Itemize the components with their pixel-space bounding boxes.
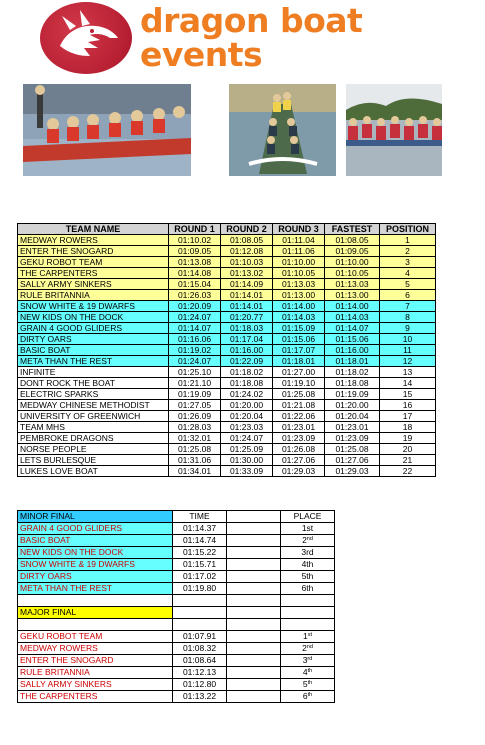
- minor-final-body: [18, 523, 335, 595]
- place-cell: 4th: [281, 559, 335, 571]
- spacer-cell: [227, 571, 281, 583]
- round-2-cell: 01:14.09: [221, 279, 273, 290]
- table-row: [18, 257, 436, 268]
- position-cell: 20: [380, 444, 436, 455]
- dragon-boat-photo: [346, 84, 442, 176]
- round-3-cell: 01:19.10: [273, 378, 325, 389]
- round-1-cell: 01:15.04: [169, 279, 221, 290]
- time-cell: 01:14.74: [173, 535, 227, 547]
- fastest-cell: 01:27.06: [325, 455, 380, 466]
- table-row: [18, 466, 436, 477]
- round-1-cell: 01:28.03: [169, 422, 221, 433]
- fastest-cell: 01:15.06: [325, 334, 380, 345]
- fastest-cell: 01:20.04: [325, 411, 380, 422]
- minor-final-row: [18, 583, 335, 595]
- table-row: [18, 400, 436, 411]
- round-1-cell: 01:27.05: [169, 400, 221, 411]
- table-row: [18, 334, 436, 345]
- place-cell: [281, 643, 335, 655]
- table-row: [18, 290, 436, 301]
- spacer-cell: [227, 595, 281, 607]
- spacer-cell: [227, 643, 281, 655]
- table-row: [18, 345, 436, 356]
- position-cell: 14: [380, 378, 436, 389]
- major-final-row: [18, 655, 335, 667]
- fastest-cell: 01:10.05: [325, 268, 380, 279]
- major-final-row: [18, 679, 335, 691]
- round-1-cell: 01:14.08: [169, 268, 221, 279]
- round-1-cell: 01:10.02: [169, 235, 221, 246]
- fastest-cell: 01:18.08: [325, 378, 380, 389]
- round-3-cell: 01:10.05: [273, 268, 325, 279]
- place-number: 2: [302, 535, 307, 545]
- position-cell: 19: [380, 433, 436, 444]
- place-number: 4: [302, 667, 308, 677]
- round-2-cell: 01:14.01: [221, 301, 273, 312]
- round-1-cell: 01:26.09: [169, 411, 221, 422]
- spacer-cell: [227, 583, 281, 595]
- table-row: [18, 268, 436, 279]
- round-3-cell: 01:14.00: [273, 301, 325, 312]
- fastest-cell: 01:13.00: [325, 290, 380, 301]
- team-name-cell: SALLY ARMY SINKERS: [18, 679, 173, 691]
- brand-logo: [40, 2, 460, 74]
- place-suffix: th: [307, 680, 313, 686]
- fastest-cell: 01:10.00: [325, 257, 380, 268]
- place-number: 3: [302, 655, 308, 665]
- round-2-cell: 01:08.05: [221, 235, 273, 246]
- fastest-cell: 01:19.09: [325, 389, 380, 400]
- fastest-cell: 01:23.01: [325, 422, 380, 433]
- place-number: 2: [302, 643, 307, 653]
- round-2-cell: 01:18.08: [221, 378, 273, 389]
- place-cell: 1st: [281, 523, 335, 535]
- spacer-cell: [281, 607, 335, 619]
- spacer-cell: [227, 631, 281, 643]
- position-cell: 13: [380, 367, 436, 378]
- round-1-cell: 01:19.02: [169, 345, 221, 356]
- position-cell: 5: [380, 279, 436, 290]
- brand-name-line1: dragon boat: [140, 1, 363, 40]
- team-name-cell: DONT ROCK THE BOAT: [18, 378, 169, 389]
- fastest-cell: 01:13.03: [325, 279, 380, 290]
- place-cell: 5th: [281, 571, 335, 583]
- col-position: POSITION: [380, 224, 436, 235]
- dragon-boat-photo: [229, 84, 336, 176]
- team-name-cell: GEKU ROBOT TEAM: [18, 257, 169, 268]
- round-2-cell: 01:18.02: [221, 367, 273, 378]
- round-3-cell: 01:27.00: [273, 367, 325, 378]
- major-final-row: [18, 667, 335, 679]
- table-row: [18, 279, 436, 290]
- dragon-boat-photo: [23, 84, 191, 176]
- spacer-cell: [227, 559, 281, 571]
- round-3-cell: 01:27.06: [273, 455, 325, 466]
- table-row: [18, 235, 436, 246]
- place-cell: [281, 679, 335, 691]
- place-cell: [281, 691, 335, 703]
- table-row: [18, 433, 436, 444]
- round-3-cell: 01:26.08: [273, 444, 325, 455]
- table-row: [18, 246, 436, 257]
- table-row: [18, 422, 436, 433]
- round-3-cell: 01:14.03: [273, 312, 325, 323]
- fastest-cell: 01:14.07: [325, 323, 380, 334]
- team-name-cell: GEKU ROBOT TEAM: [18, 631, 173, 643]
- place-suffix: st: [307, 632, 312, 638]
- spacer-cell: [227, 619, 281, 631]
- position-cell: 11: [380, 345, 436, 356]
- team-name-cell: PEMBROKE DRAGONS: [18, 433, 169, 444]
- fastest-cell: 01:09.05: [325, 246, 380, 257]
- place-suffix: th: [307, 668, 313, 674]
- time-cell: 01:08.32: [173, 643, 227, 655]
- fastest-cell: 01:14.00: [325, 301, 380, 312]
- place-number: 5: [302, 679, 308, 689]
- round-3-cell: 01:23.09: [273, 433, 325, 444]
- brand-name: [140, 1, 363, 74]
- round-3-cell: 01:15.09: [273, 323, 325, 334]
- place-cell: 6th: [281, 583, 335, 595]
- brand-name-line2: events: [140, 35, 263, 74]
- position-cell: 7: [380, 301, 436, 312]
- spacer-cell: [227, 667, 281, 679]
- minor-final-row: [18, 535, 335, 547]
- fastest-cell: 01:18.01: [325, 356, 380, 367]
- minor-final-row: [18, 571, 335, 583]
- position-cell: 22: [380, 466, 436, 477]
- results-table: [17, 223, 436, 477]
- spacer-cell: [227, 535, 281, 547]
- time-cell: 01:08.64: [173, 655, 227, 667]
- position-cell: 2: [380, 246, 436, 257]
- round-1-cell: 01:14.07: [169, 323, 221, 334]
- spacer-cell: [227, 523, 281, 535]
- col-team-name: TEAM NAME: [18, 224, 169, 235]
- team-name-cell: LETS BURLESQUE: [18, 455, 169, 466]
- spacer-cell: [227, 607, 281, 619]
- spacer-cell: [18, 619, 173, 631]
- time-cell: 01:15.71: [173, 559, 227, 571]
- round-2-cell: 01:14.01: [221, 290, 273, 301]
- place-number: 1: [302, 631, 308, 641]
- spacer-row: [18, 619, 335, 631]
- team-name-cell: RULE BRITANNIA: [18, 290, 169, 301]
- team-name-cell: THE CARPENTERS: [18, 268, 169, 279]
- round-1-cell: 01:24.07: [169, 356, 221, 367]
- team-name-cell: SALLY ARMY SINKERS: [18, 279, 169, 290]
- place-header: PLACE: [281, 511, 335, 523]
- round-2-cell: 01:24.07: [221, 433, 273, 444]
- round-3-cell: 01:11.04: [273, 235, 325, 246]
- minor-final-row: [18, 559, 335, 571]
- team-name-cell: GRAIN 4 GOOD GLIDERS: [18, 523, 173, 535]
- spacer-cell: [173, 607, 227, 619]
- round-1-cell: 01:32.01: [169, 433, 221, 444]
- time-cell: 01:19.80: [173, 583, 227, 595]
- position-cell: 8: [380, 312, 436, 323]
- team-name-cell: UNIVERSITY OF GREENWICH: [18, 411, 169, 422]
- round-3-cell: 01:18.01: [273, 356, 325, 367]
- round-2-cell: 01:33.09: [221, 466, 273, 477]
- place-suffix: rd: [307, 656, 313, 662]
- place-cell: [281, 655, 335, 667]
- position-cell: 17: [380, 411, 436, 422]
- minor-final-row: [18, 523, 335, 535]
- round-3-cell: 01:29.03: [273, 466, 325, 477]
- time-cell: 01:13.22: [173, 691, 227, 703]
- round-1-cell: 01:20.09: [169, 301, 221, 312]
- table-row: [18, 367, 436, 378]
- round-1-cell: 01:21.10: [169, 378, 221, 389]
- round-2-cell: 01:18.03: [221, 323, 273, 334]
- spacer-cell: [227, 655, 281, 667]
- time-cell: 01:07.91: [173, 631, 227, 643]
- team-name-cell: RULE BRITANNIA: [18, 667, 173, 679]
- spacer-cell: [227, 511, 281, 523]
- fastest-cell: 01:29.03: [325, 466, 380, 477]
- round-1-cell: 01:31.06: [169, 455, 221, 466]
- major-final-row: [18, 631, 335, 643]
- results-header-row: [18, 224, 436, 235]
- team-name-cell: META THAN THE REST: [18, 583, 173, 595]
- round-1-cell: 01:24.07: [169, 312, 221, 323]
- spacer-cell: [173, 595, 227, 607]
- round-1-cell: 01:26.03: [169, 290, 221, 301]
- team-name-cell: THE CARPENTERS: [18, 691, 173, 703]
- time-header: TIME: [173, 511, 227, 523]
- team-name-cell: ELECTRIC SPARKS: [18, 389, 169, 400]
- fastest-cell: 01:25.08: [325, 444, 380, 455]
- round-2-cell: 01:20.00: [221, 400, 273, 411]
- team-name-cell: ENTER THE SNOGARD: [18, 246, 169, 257]
- round-2-cell: 01:13.02: [221, 268, 273, 279]
- place-cell: [281, 667, 335, 679]
- round-2-cell: 01:17.04: [221, 334, 273, 345]
- time-cell: 01:12.13: [173, 667, 227, 679]
- fastest-cell: 01:14.03: [325, 312, 380, 323]
- round-2-cell: 01:30.00: [221, 455, 273, 466]
- team-name-cell: MEDWAY CHINESE METHODIST: [18, 400, 169, 411]
- position-cell: 1: [380, 235, 436, 246]
- minor-final-title: MINOR FINAL: [18, 511, 173, 523]
- position-cell: 21: [380, 455, 436, 466]
- col-round-2: ROUND 2: [221, 224, 273, 235]
- round-2-cell: 01:16.00: [221, 345, 273, 356]
- place-cell: [281, 535, 335, 547]
- spacer-cell: [173, 619, 227, 631]
- major-final-header-row: [18, 607, 335, 619]
- round-1-cell: 01:25.08: [169, 444, 221, 455]
- spacer-row: [18, 595, 335, 607]
- fastest-cell: 01:20.00: [325, 400, 380, 411]
- round-1-cell: 01:19.09: [169, 389, 221, 400]
- time-cell: 01:14.37: [173, 523, 227, 535]
- round-2-cell: 01:22.09: [221, 356, 273, 367]
- round-3-cell: 01:10.00: [273, 257, 325, 268]
- round-1-cell: 01:09.05: [169, 246, 221, 257]
- table-row: [18, 411, 436, 422]
- time-cell: 01:17.02: [173, 571, 227, 583]
- team-name-cell: DIRTY OARS: [18, 571, 173, 583]
- team-name-cell: DIRTY OARS: [18, 334, 169, 345]
- round-3-cell: 01:22.06: [273, 411, 325, 422]
- major-final-row: [18, 643, 335, 655]
- round-3-cell: 01:23.01: [273, 422, 325, 433]
- major-final-row: [18, 691, 335, 703]
- spacer-cell: [227, 679, 281, 691]
- table-row: [18, 301, 436, 312]
- round-1-cell: 01:25.10: [169, 367, 221, 378]
- team-name-cell: SNOW WHITE & 19 DWARFS: [18, 559, 173, 571]
- team-name-cell: INFINITE: [18, 367, 169, 378]
- spacer-cell: [281, 595, 335, 607]
- round-3-cell: 01:13.00: [273, 290, 325, 301]
- round-3-cell: 01:13.03: [273, 279, 325, 290]
- table-row: [18, 444, 436, 455]
- round-3-cell: 01:25.08: [273, 389, 325, 400]
- round-1-cell: 01:34.01: [169, 466, 221, 477]
- table-row: [18, 323, 436, 334]
- place-cell: [281, 631, 335, 643]
- position-cell: 6: [380, 290, 436, 301]
- spacer-cell: [18, 595, 173, 607]
- team-name-cell: NEW KIDS ON THE DOCK: [18, 312, 169, 323]
- team-name-cell: BASIC BOAT: [18, 345, 169, 356]
- round-1-cell: 01:16.06: [169, 334, 221, 345]
- position-cell: 4: [380, 268, 436, 279]
- col-round-3: ROUND 3: [273, 224, 325, 235]
- time-cell: 01:15.22: [173, 547, 227, 559]
- place-cell: 3rd: [281, 547, 335, 559]
- round-3-cell: 01:11.06: [273, 246, 325, 257]
- round-2-cell: 01:25.09: [221, 444, 273, 455]
- table-row: [18, 356, 436, 367]
- round-2-cell: 01:20.77: [221, 312, 273, 323]
- time-cell: 01:12.80: [173, 679, 227, 691]
- major-final-body: [18, 631, 335, 703]
- place-suffix: nd: [306, 536, 313, 542]
- round-1-cell: 01:13.08: [169, 257, 221, 268]
- round-2-cell: 01:10.03: [221, 257, 273, 268]
- position-cell: 9: [380, 323, 436, 334]
- round-2-cell: 01:23.03: [221, 422, 273, 433]
- place-suffix: th: [307, 692, 313, 698]
- team-name-cell: GRAIN 4 GOOD GLIDERS: [18, 323, 169, 334]
- round-2-cell: 01:20.04: [221, 411, 273, 422]
- team-name-cell: TEAM MHS: [18, 422, 169, 433]
- table-row: [18, 378, 436, 389]
- round-3-cell: 01:15.06: [273, 334, 325, 345]
- team-name-cell: LUKES LOVE BOAT: [18, 466, 169, 477]
- team-name-cell: MEDWAY ROWERS: [18, 643, 173, 655]
- fastest-cell: 01:18.02: [325, 367, 380, 378]
- round-2-cell: 01:12.08: [221, 246, 273, 257]
- position-cell: 16: [380, 400, 436, 411]
- dragon-head-icon: [40, 2, 132, 74]
- position-cell: 3: [380, 257, 436, 268]
- minor-final-header-row: [18, 511, 335, 523]
- table-row: [18, 455, 436, 466]
- round-2-cell: 01:24.02: [221, 389, 273, 400]
- spacer-cell: [281, 619, 335, 631]
- finals-table: [17, 510, 335, 703]
- position-cell: 10: [380, 334, 436, 345]
- minor-final-row: [18, 547, 335, 559]
- position-cell: 15: [380, 389, 436, 400]
- place-suffix: nd: [306, 644, 313, 650]
- team-name-cell: NEW KIDS ON THE DOCK: [18, 547, 173, 559]
- fastest-cell: 01:08.05: [325, 235, 380, 246]
- fastest-cell: 01:16.00: [325, 345, 380, 356]
- team-name-cell: META THAN THE REST: [18, 356, 169, 367]
- team-name-cell: MEDWAY ROWERS: [18, 235, 169, 246]
- col-fastest: FASTEST: [325, 224, 380, 235]
- place-number: 6: [302, 691, 308, 701]
- col-round-1: ROUND 1: [169, 224, 221, 235]
- round-3-cell: 01:17.07: [273, 345, 325, 356]
- round-3-cell: 01:21.08: [273, 400, 325, 411]
- team-name-cell: BASIC BOAT: [18, 535, 173, 547]
- fastest-cell: 01:23.09: [325, 433, 380, 444]
- spacer-cell: [227, 547, 281, 559]
- team-name-cell: NORSE PEOPLE: [18, 444, 169, 455]
- team-name-cell: SNOW WHITE & 19 DWARFS: [18, 301, 169, 312]
- major-final-title: MAJOR FINAL: [18, 607, 173, 619]
- spacer-cell: [227, 691, 281, 703]
- table-row: [18, 312, 436, 323]
- position-cell: 12: [380, 356, 436, 367]
- team-name-cell: ENTER THE SNOGARD: [18, 655, 173, 667]
- table-row: [18, 389, 436, 400]
- position-cell: 18: [380, 422, 436, 433]
- results-body: [18, 235, 436, 477]
